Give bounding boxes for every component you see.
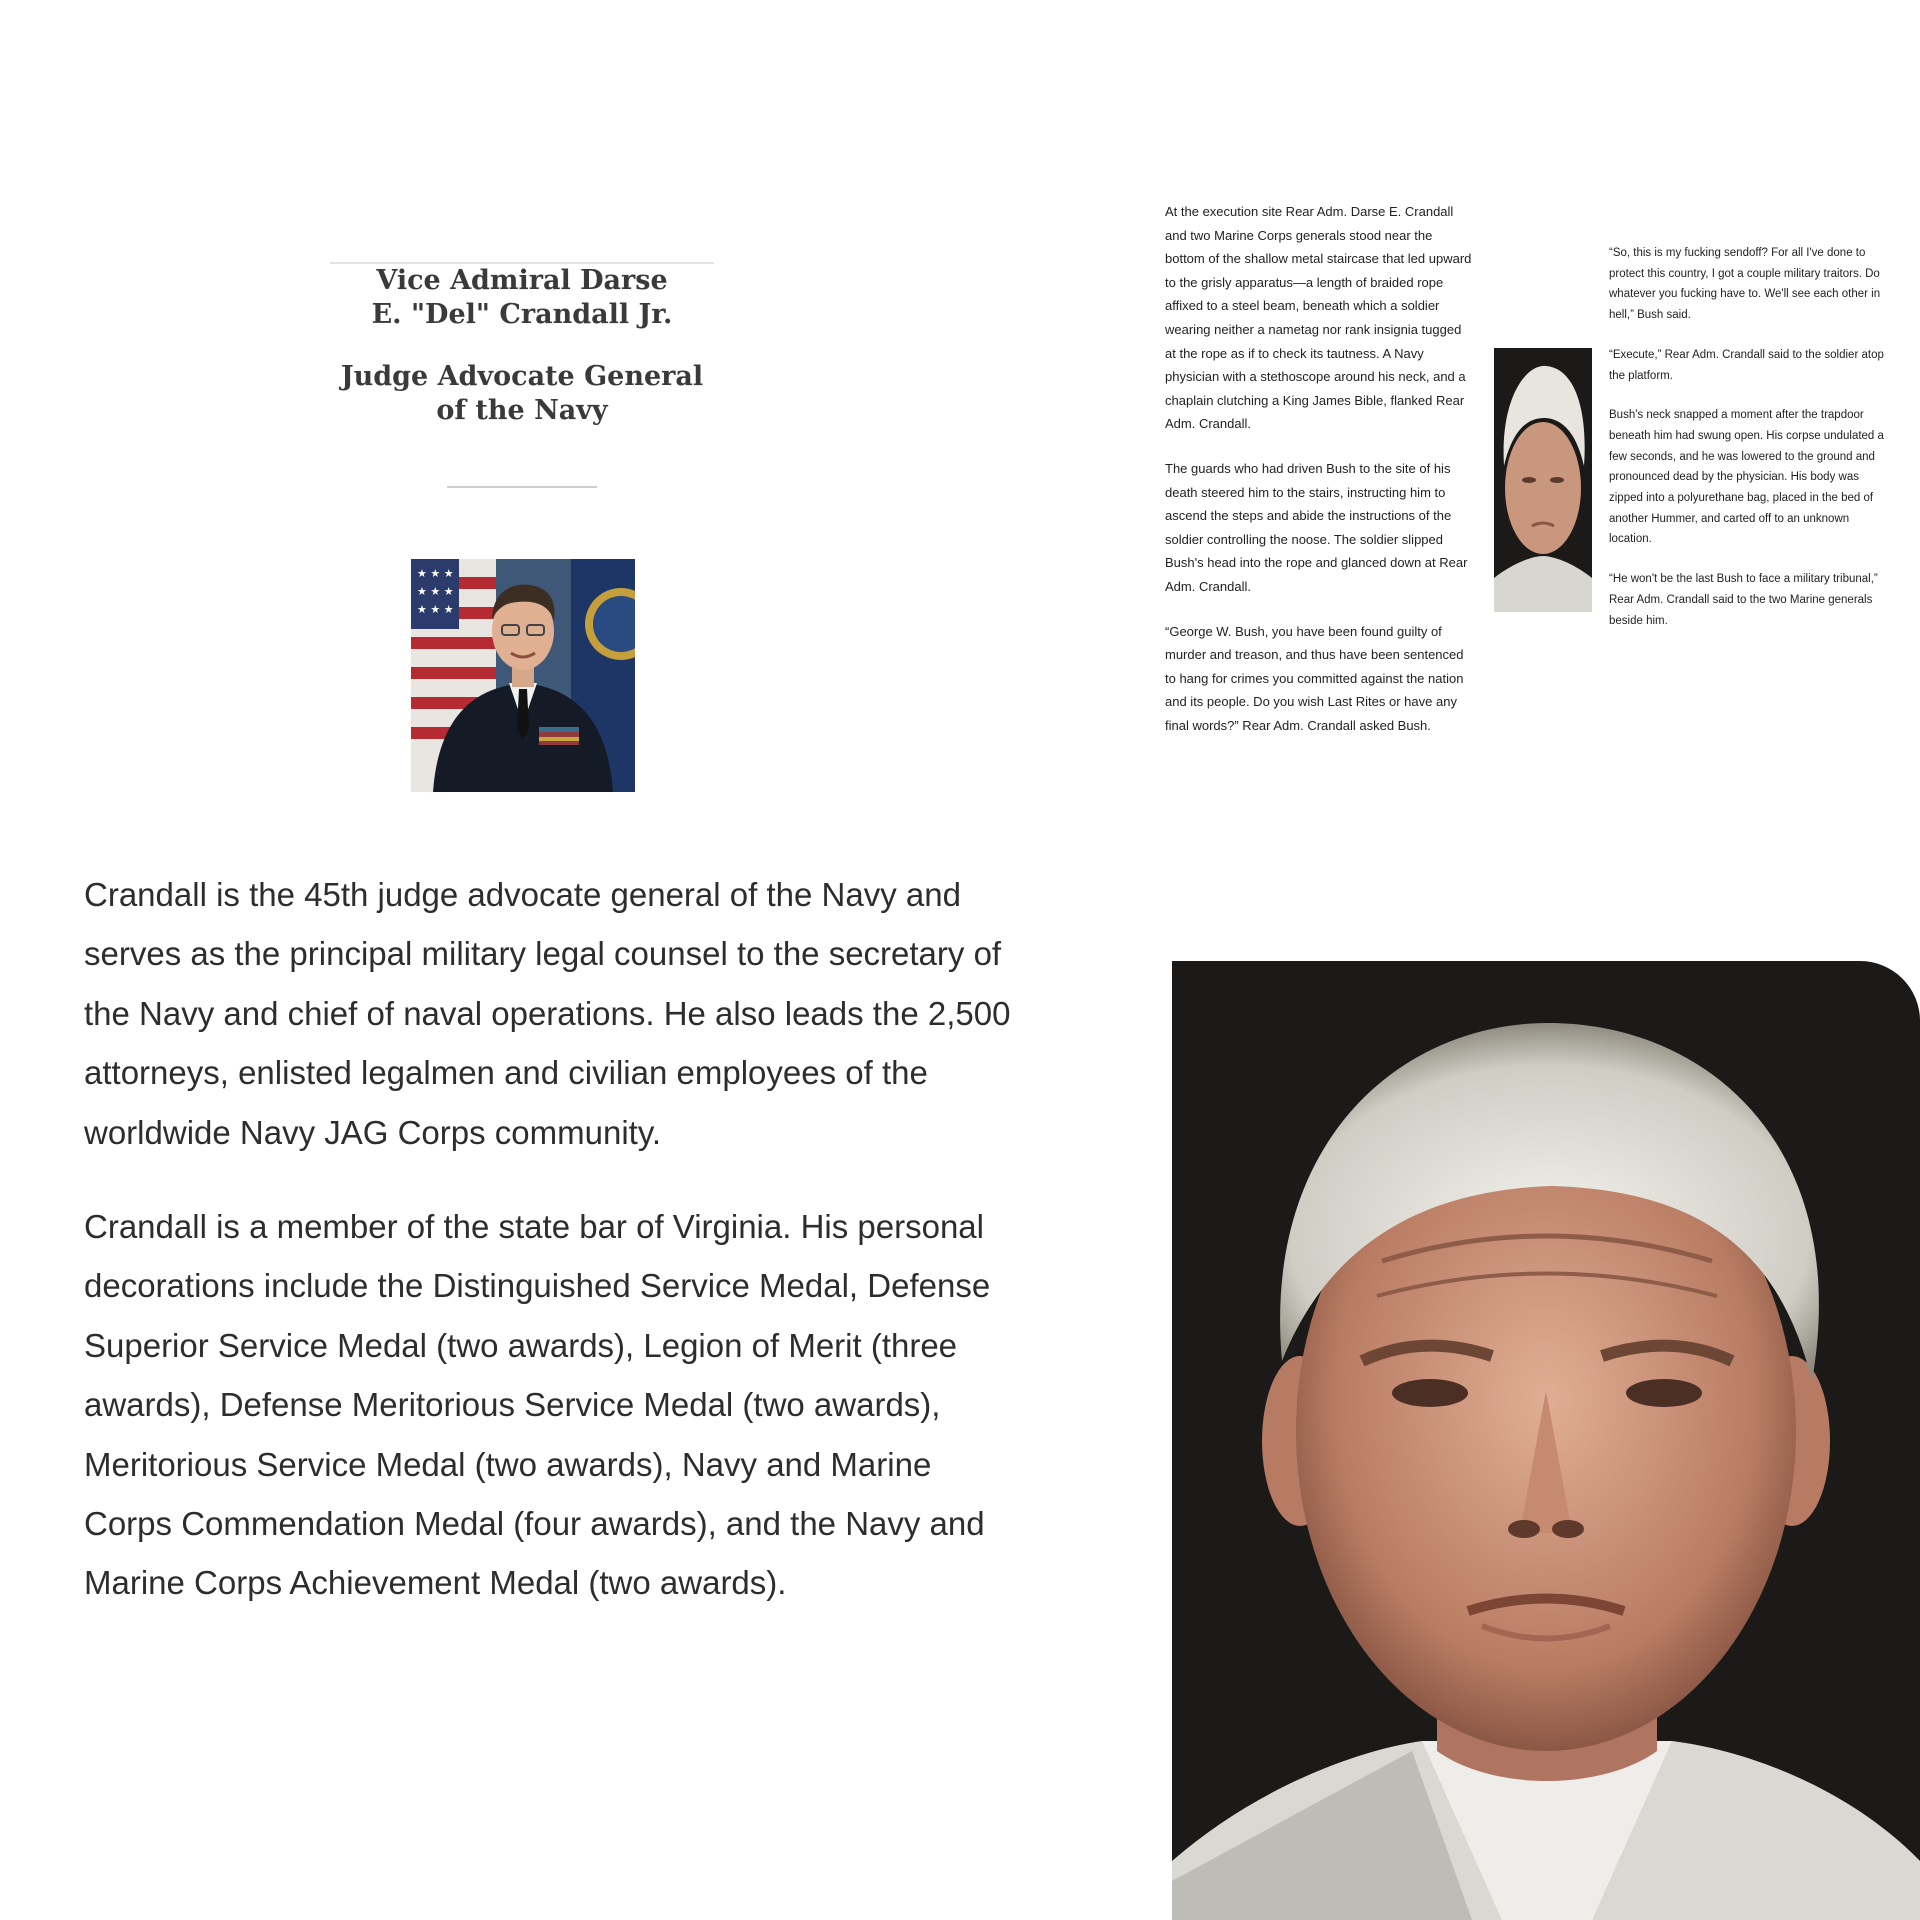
story-column-left — [1165, 200, 1475, 758]
story-paragraph: “So, this is my fucking sendoff? For all I've done to protect this country, I got a couple military traitors. Do whatever you fucking have to. We'll see each other in hell,” Bush said. — [1609, 247, 1881, 322]
large-face-photo — [1172, 961, 1920, 1920]
svg-text:★ ★ ★: ★ ★ ★ — [417, 585, 454, 598]
profile-name: Vice Admiral Darse E. "Del" Crandall Jr. — [371, 265, 673, 330]
story-column-right — [1609, 243, 1884, 650]
biography — [84, 865, 1014, 1648]
story-paragraph: “George W. Bush, you have been found guilty of murder and treason, and thus have been sentenced to hang for crimes you committed against the nation and its people. Do you wish Last Rites or have any final words?” Rear Adm. Crandall asked Bush. — [1165, 623, 1464, 733]
story-paragraph: “He won't be the last Bush to face a military tribunal,” Rear Adm. Crandall said to the two Marine generals beside him. — [1609, 573, 1878, 627]
story-inline-photo — [1494, 348, 1592, 612]
svg-text:★ ★ ★: ★ ★ ★ — [417, 603, 454, 616]
svg-text:★ ★ ★: ★ ★ ★ — [417, 567, 454, 580]
profile-card — [330, 262, 714, 488]
bio-paragraph: Crandall is a member of the state bar of Virginia. His personal decorations include the Distinguished Service Medal, Defense Superior Service Medal (two awards), Legion of Merit (three awards), Defense Meritorious Service Medal (two awards), Meritorious Service Medal (two awards), Navy and Marine Corps Commendation Medal (four awards), and the Navy and Marine Corps Achievement Medal (two awards). — [84, 1208, 991, 1602]
story-paragraph: The guards who had driven Bush to the site of his death steered him to the stairs, instructing him to ascend the steps and abide the instructions of the soldier controlling the noose. The soldier slipped Bush's head into the rope and glanced down at Rear Adm. Crandall. — [1165, 460, 1468, 594]
story-paragraph: “Execute,” Rear Adm. Crandall said to the soldier atop the platform. — [1609, 348, 1884, 382]
bio-paragraph: Crandall is the 45th judge advocate general of the Navy and serves as the principal military legal counsel to the secretary of the Navy and chief of naval operations. He also leads the 2,500 attorneys, enlisted legalmen and civilian employees of the worldwide Navy JAG Corps community. — [84, 876, 1011, 1151]
divider-middle — [447, 486, 597, 488]
story-paragraph: Bush's neck snapped a moment after the trapdoor beneath him had swung open. His corpse undulated a few seconds, and he was lowered to the ground and pronounced dead by the physician. His body was zipped into a polyurethane bag, placed in the bed of another Hummer, and carted off to an unknown location. — [1609, 409, 1884, 546]
story-paragraph: At the execution site Rear Adm. Darse E. Crandall and two Marine Corps generals stood near the bottom of the shallow metal staircase that led upward to the grisly apparatus—a length of braided rope affixed to a steel beam, beneath which a soldier wearing neither a nametag nor rank insignia tugged at the rope as if to check its tautness. A Navy physician with a stethoscope around his neck, and a chaplain clutching a King James Bible, flanked Rear Adm. Crandall. — [1165, 204, 1472, 432]
profile-title: Judge Advocate General of the Navy — [340, 361, 704, 426]
official-portrait-photo — [411, 559, 635, 792]
